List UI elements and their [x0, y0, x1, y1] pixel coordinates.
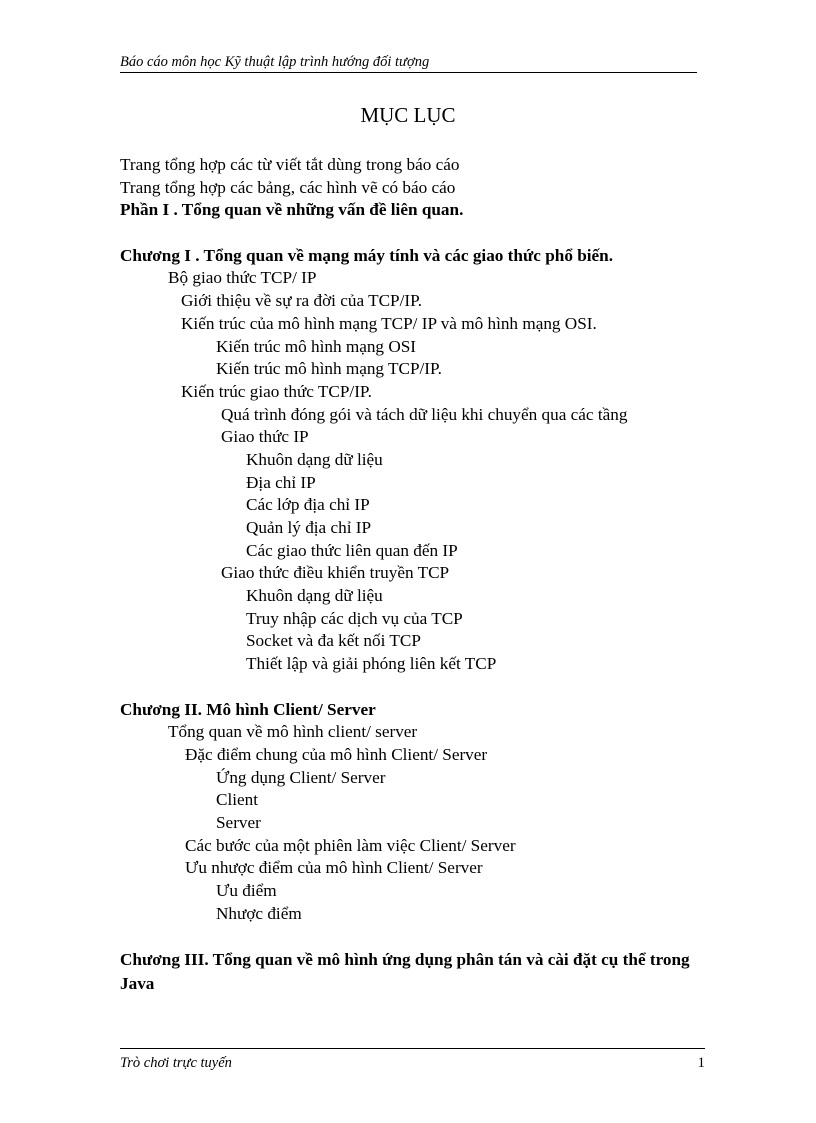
footer-title: Trò chơi trực tuyến	[120, 1055, 232, 1071]
table-of-contents	[120, 154, 720, 996]
toc-item: Các lớp địa chỉ IP	[246, 495, 370, 515]
toc-item: Quá trình đóng gói và tách dữ liệu khi chuyển qua các tầng	[221, 404, 628, 424]
toc-part-1: Phần I . Tổng quan về những vấn đề liên quan.	[120, 200, 464, 220]
toc-intro-abbreviations: Trang tổng hợp các từ viết tắt dùng trong báo cáo	[120, 155, 460, 174]
toc-item: Kiến trúc mô hình mạng TCP/IP.	[216, 359, 442, 379]
toc-item: Thiết lập và giải phóng liên kết TCP	[246, 654, 497, 674]
toc-item: Kiến trúc giao thức TCP/IP.	[181, 381, 372, 401]
toc-item: Tổng quan về mô hình client/ server	[168, 722, 418, 742]
toc-chapter-3: Chương III. Tổng quan về mô hình ứng dụng phân tán và cài đặt cụ thể trong Java	[120, 950, 690, 994]
toc-item: Quản lý địa chỉ IP	[246, 518, 372, 537]
toc-item: Kiến trúc mô hình mạng OSI	[216, 336, 417, 356]
toc-item: Giao thức điều khiển truyền TCP	[221, 563, 450, 583]
toc-chapter-1: Chương I . Tổng quan về mạng máy tính và các giao thức phổ biến.	[120, 245, 614, 265]
toc-item: Nhược điểm	[216, 903, 302, 923]
toc-item: Kiến trúc của mô hình mạng TCP/ IP và mô hình mạng OSI.	[181, 313, 597, 333]
toc-item: Bộ giao thức TCP/ IP	[168, 268, 317, 288]
toc-item: Khuôn dạng dữ liệu	[246, 586, 383, 606]
toc-item: Giới thiệu về sự ra đời của TCP/IP.	[181, 291, 423, 311]
toc-item: Ưu điểm	[216, 881, 277, 900]
toc-item: Các bước của một phiên làm việc Client/ Server	[185, 835, 516, 855]
toc-item: Giao thức IP	[221, 427, 309, 447]
toc-item: Địa chỉ IP	[246, 472, 316, 492]
toc-item: Ứng dụng Client/ Server	[216, 767, 386, 787]
toc-item: Server	[216, 812, 261, 832]
toc-item: Các giao thức liên quan đến IP	[246, 540, 458, 560]
toc-intro-figures: Trang tổng hợp các bảng, các hình vẽ có báo cáo	[120, 177, 456, 197]
toc-item: Ưu nhược điểm của mô hình Client/ Server	[185, 858, 483, 878]
toc-item: Client	[216, 790, 259, 810]
toc-item: Socket và đa kết nối TCP	[246, 631, 421, 651]
toc-item: Truy nhập các dịch vụ của TCP	[246, 608, 463, 628]
page-header: Báo cáo môn học Kỹ thuật lập trình hướng đối tượng	[120, 52, 697, 73]
toc-item: Đặc điểm chung của mô hình Client/ Server	[185, 744, 488, 764]
page-title: MỤC LỤC	[360, 103, 456, 127]
toc-chapter-2: Chương II. Mô hình Client/ Server	[120, 699, 376, 719]
page-footer	[120, 1048, 705, 1071]
page-number: 1	[697, 1055, 705, 1071]
toc-item: Khuôn dạng dữ liệu	[246, 449, 383, 469]
